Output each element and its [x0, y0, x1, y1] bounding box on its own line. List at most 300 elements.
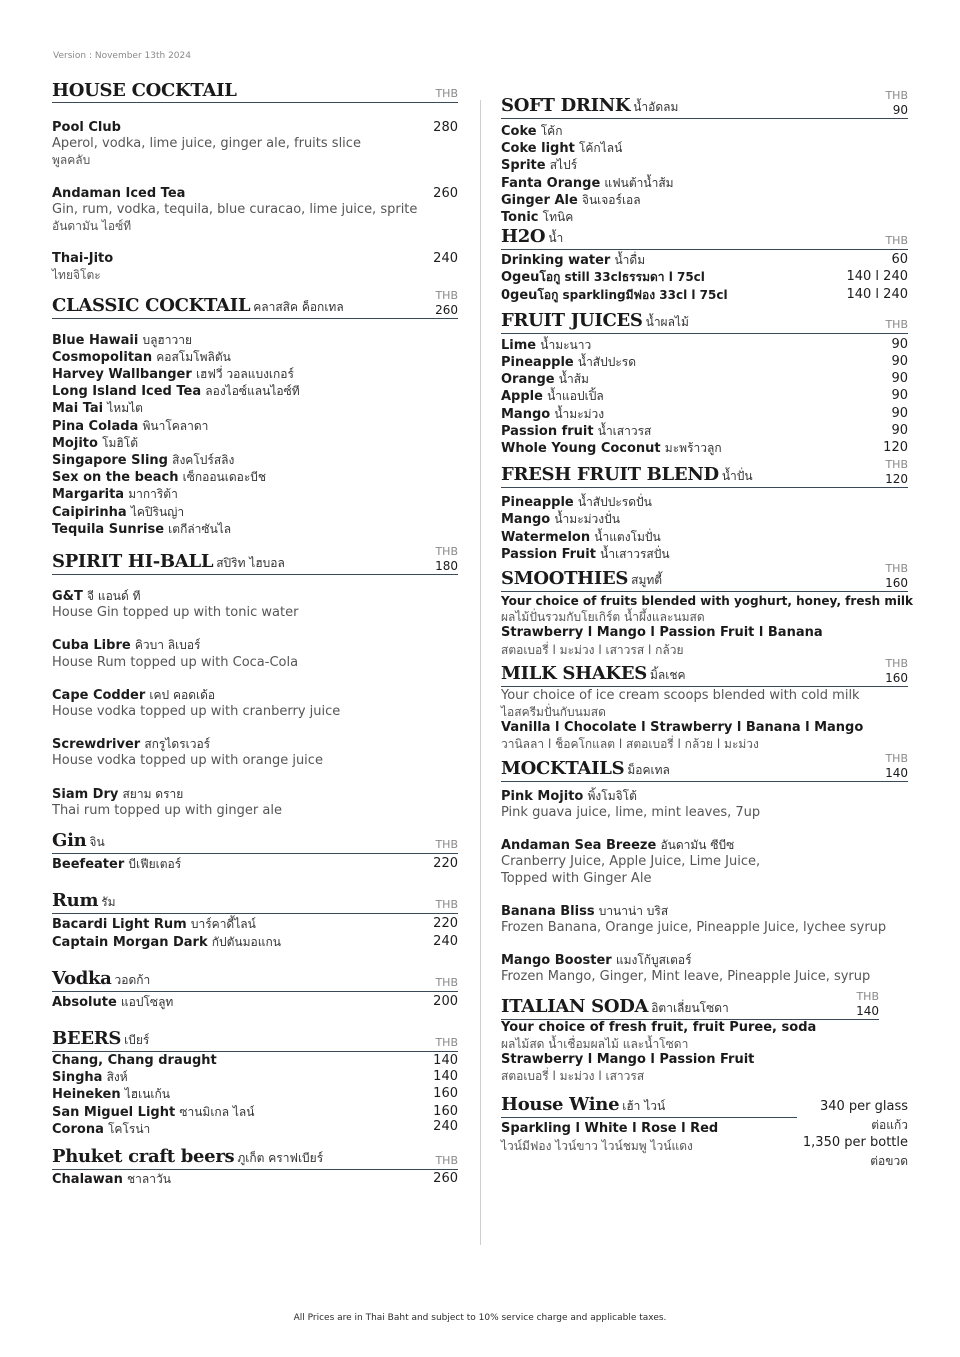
fruit-juices-section	[501, 309, 908, 457]
currency-label: THB	[435, 288, 458, 302]
item-name: Whole Young Coconut	[501, 441, 661, 457]
menu-item	[501, 123, 908, 140]
menu-item	[501, 192, 908, 209]
item-thai-name: ชาลาวัน	[126, 1171, 171, 1186]
item-thai-name: สไปร์	[549, 158, 578, 173]
section-description-thai: ไอสครีมปั่นกับนมสด	[501, 705, 606, 720]
beers-section	[52, 1027, 458, 1138]
menu-item	[501, 440, 908, 457]
section-title-thai: เบียร์	[124, 1032, 150, 1047]
menu-item	[52, 186, 458, 202]
price-per-glass: 340 per glass	[819, 1099, 908, 1115]
item-detail: โอกู sparklingมีฟอง 33cl l 75cl	[537, 287, 728, 302]
item-thai-name: มะพร้าวลูก	[664, 441, 722, 456]
currency-label: THB	[885, 234, 908, 248]
item-thai-name: แมงโก้บูสเตอร์	[615, 953, 692, 968]
item-name: Pool Club	[52, 120, 121, 135]
menu-item	[52, 469, 458, 486]
section-title: FRUIT JUICES	[501, 309, 643, 331]
currency-label: THB	[435, 898, 458, 912]
section-price: 260	[435, 302, 458, 317]
section-title-thai: ม็อคเทล	[627, 762, 670, 777]
item-name: G&T	[52, 589, 83, 605]
section-description: Your choice of ice cream scoops blended with cold milk	[501, 687, 860, 703]
section-header	[501, 656, 908, 687]
item-thai-name: โคโรน่า	[107, 1121, 151, 1136]
section-price: 160	[885, 576, 908, 591]
menu-item	[501, 511, 908, 528]
menu-item	[501, 337, 908, 354]
menu-item	[501, 423, 908, 440]
currency-label: THB	[435, 838, 458, 852]
section-title-thai: น้ำอัดลม	[633, 100, 679, 114]
h2o-section	[501, 226, 908, 304]
menu-item	[52, 486, 458, 503]
item-price: 140 l 240	[846, 286, 908, 302]
item-name: Singha	[52, 1070, 103, 1086]
section-price: 180	[435, 559, 458, 574]
item-thai-name: พิ้งโมจิโต้	[587, 788, 637, 803]
item-thai-name: บานาน่า บริส	[598, 903, 669, 918]
item-name: Corona	[52, 1121, 104, 1137]
item-name: Mango Booster	[501, 953, 612, 969]
soft-drink-section	[501, 82, 908, 226]
menu-item	[501, 252, 908, 269]
item-description: Gin, rum, vodka, tequila, blue curacao, lime juice, sprite	[52, 201, 418, 217]
menu-item	[52, 916, 458, 933]
item-thai-name: ไคปิรินญ่า	[130, 504, 185, 519]
item-price: 200	[433, 993, 458, 1009]
item-description: House vodka topped up with cranberry juice	[52, 704, 341, 720]
menu-item	[52, 1118, 458, 1138]
item-name: Pineapple	[501, 355, 574, 371]
section-title-thai: น้ำปั่น	[721, 469, 753, 484]
menu-item	[501, 903, 908, 920]
menu-item	[52, 786, 458, 803]
menu-item	[52, 588, 458, 605]
item-thai-name: บีเฟียเตอร์	[128, 857, 182, 872]
item-description: Thai rum topped up with ginger ale	[52, 802, 282, 818]
item-thai-name: คอสโมโพลิตัน	[156, 349, 231, 364]
item-thai-name: พูลคลับ	[52, 153, 91, 168]
menu-item	[52, 1086, 458, 1103]
section-title: HOUSE COCKTAIL	[52, 80, 237, 101]
section-description-thai: ผลไม้ปั่นรวมกับโยเกิร์ต น้ำผึ้งและนมสด	[501, 610, 705, 625]
section-header	[501, 751, 908, 782]
menu-item	[501, 175, 908, 192]
item-thai-name: ลองไอซ์แลนไอซ์ที	[205, 384, 300, 399]
item-price: 90	[891, 371, 908, 387]
section-header	[501, 1094, 797, 1118]
menu-item	[501, 837, 908, 854]
currency-label: THB	[435, 87, 458, 100]
menu-item	[52, 934, 458, 951]
item-price: 120	[883, 440, 908, 456]
menu-item	[52, 1053, 458, 1069]
item-name: Mai Tai	[52, 401, 104, 417]
item-name: Tonic	[501, 210, 539, 226]
menu-item	[52, 856, 458, 873]
item-thai-name: สิงห์	[106, 1070, 128, 1085]
item-thai-name: น้ำแตงโมปั่น	[594, 529, 661, 544]
section-title: Phuket craft beers	[52, 1145, 235, 1167]
section-options-thai: สตอเบอรี่ l มะม่วง l เสาวรส l กล้วย	[501, 642, 684, 657]
item-name: Coke	[501, 124, 537, 139]
item-price: 160	[433, 1103, 458, 1119]
section-title: SMOOTHIES	[501, 568, 629, 590]
section-options-thai: สตอเบอรี่ l มะม่วง l เสาวรส	[501, 1069, 645, 1084]
section-options-thai: ไวน์มีฟอง ไวน์ขาว ไวน์ชมพู ไวน์แดง	[501, 1138, 693, 1153]
item-price: 240	[433, 251, 458, 267]
item-price: 60	[891, 252, 908, 268]
item-name: Ogeu	[501, 270, 540, 286]
fresh-fruit-blend-section	[501, 458, 908, 563]
item-price: 160	[433, 1086, 458, 1102]
menu-item	[52, 521, 458, 538]
item-price: 90	[891, 405, 908, 421]
price-per-bottle-thai: ต่อขวด	[870, 1154, 908, 1169]
item-thai-name: น้ำส้ม	[558, 372, 589, 387]
section-title: House Wine	[501, 1094, 620, 1116]
house-cocktail-section	[52, 82, 458, 284]
section-price: 120	[885, 472, 908, 487]
section-header	[52, 288, 458, 319]
item-name: Cosmopolitan	[52, 349, 153, 365]
item-description: Cranberry Juice, Apple Juice, Lime Juice,	[501, 854, 761, 870]
currency-label: THB	[435, 1153, 458, 1167]
item-description: Pink guava juice, lime, mint leaves, 7up	[501, 804, 761, 820]
item-thai-name: จี แอนด์ ที	[87, 589, 141, 604]
menu-item	[52, 736, 458, 753]
item-thai-name: มาการิต้า	[128, 487, 178, 502]
section-header	[52, 967, 458, 992]
item-name: Ginger Ale	[501, 192, 578, 208]
section-title: CLASSIC COCKTAIL	[52, 294, 251, 316]
classic-cocktail-section	[52, 288, 458, 538]
menu-version: Version : November 13th 2024	[53, 51, 191, 61]
item-name: Orange	[501, 372, 555, 388]
item-thai-name: น้ำสัปปะรดปั่น	[577, 495, 652, 510]
section-options: Strawberry l Mango l Passion Fruit l Banana	[501, 625, 823, 641]
section-title: Rum	[52, 890, 99, 912]
item-name: Passion fruit	[501, 423, 594, 439]
gin-section	[52, 830, 458, 873]
item-name: Chang, Chang draught	[52, 1052, 217, 1068]
item-thai-name: แอปโซลูท	[120, 994, 174, 1009]
section-title-thai: จิน	[89, 835, 105, 850]
item-thai-name: ไหมไต	[107, 401, 143, 416]
item-thai-name: โค้กไลน์	[578, 141, 623, 156]
item-price: 240	[433, 1118, 458, 1134]
section-header	[501, 82, 908, 119]
item-name: Margarita	[52, 487, 125, 503]
item-thai-name: สกรูไดรเวอร์	[144, 737, 211, 752]
section-header	[52, 1027, 458, 1052]
footer-note: All Prices are in Thai Baht and subject to 10% service charge and applicable taxes.	[293, 1313, 667, 1323]
item-name: Captain Morgan Dark	[52, 934, 208, 950]
item-thai-name: ซานมิเกล ไลน์	[179, 1104, 255, 1119]
item-thai-name: น้ำแอปเปิ้ล	[547, 389, 604, 404]
wine-prices	[803, 1098, 908, 1170]
section-title: Gin	[52, 830, 87, 852]
section-title: FRESH FRUIT BLEND	[501, 464, 719, 486]
section-price: 140	[856, 1003, 879, 1018]
item-name: Apple	[501, 389, 543, 405]
rum-section	[52, 890, 458, 950]
menu-item	[52, 504, 458, 521]
item-price: 90	[891, 422, 908, 438]
item-thai-name: น้ำมะม่วงปั่น	[554, 512, 620, 527]
item-description: Frozen Mango, Ginger, Mint leave, Pineapple Juice, syrup	[501, 969, 871, 985]
menu-item	[52, 418, 458, 435]
section-title: H2O	[501, 226, 546, 248]
item-name: Pineapple	[501, 495, 574, 511]
menu-item	[501, 269, 908, 286]
item-thai-name: น้ำมะนาว	[540, 337, 592, 352]
item-price: 90	[891, 388, 908, 404]
section-title: MOCKTAILS	[501, 757, 625, 779]
price-per-bottle: 1,350 per bottle	[802, 1135, 908, 1151]
item-name: Cuba Libre	[52, 638, 131, 654]
item-price: 90	[891, 354, 908, 370]
item-thai-name: น้ำดื่ม	[614, 253, 646, 268]
spirit-hiball-section	[52, 545, 458, 819]
section-title-thai: น้ำผลไม้	[645, 314, 689, 329]
menu-item	[501, 157, 908, 174]
item-name: Blue Hawaii	[52, 332, 139, 348]
item-thai-name: บาร์คาดี้ไลน์	[190, 917, 256, 932]
item-description: House Rum topped up with Coca-Cola	[52, 654, 299, 670]
currency-label: THB	[435, 545, 458, 559]
section-header	[52, 830, 458, 854]
right-column	[501, 82, 914, 1169]
section-title: SOFT DRINK	[501, 95, 631, 116]
section-options-thai: วานิลลา l ช็อคโกแลต l สตอเบอรี่ l กล้วย l มะม่วง	[501, 737, 759, 752]
item-thai-name: โมฮิโต้	[102, 435, 138, 450]
item-price: 240	[433, 933, 458, 949]
section-header	[501, 991, 879, 1020]
section-header	[52, 890, 458, 914]
item-description: House Gin topped up with tonic water	[52, 605, 299, 621]
menu-item	[52, 366, 458, 383]
menu-item	[52, 452, 458, 469]
menu-item	[52, 400, 458, 417]
item-thai-name: ไทยจิโตะ	[52, 268, 101, 283]
section-title-thai: วอดก้า	[114, 972, 151, 987]
item-name: Lime	[501, 337, 537, 353]
section-title: MILK SHAKES	[501, 662, 647, 684]
item-name: Passion Fruit	[501, 546, 596, 562]
item-name: Beefeater	[52, 857, 125, 873]
item-name: Singapore Sling	[52, 453, 168, 469]
section-options: Vanilla l Chocolate l Strawberry l Banana l Mango	[501, 720, 864, 736]
item-thai-name: เฮฟวี่ วอลแบงเกอร์	[195, 367, 294, 382]
item-thai-name: น้ำมะม่วง	[554, 406, 605, 421]
section-header	[52, 1145, 458, 1170]
item-thai-name: น้ำสัปปะรด	[577, 355, 637, 370]
item-description: Topped with Ginger Ale	[501, 870, 652, 886]
item-name: Mango	[501, 512, 551, 528]
section-header	[501, 226, 908, 250]
item-thai-name: แฟนต้าน้ำส้ม	[604, 175, 674, 190]
item-name: Drinking water	[501, 253, 611, 269]
item-price: 260	[433, 185, 458, 201]
currency-label: THB	[856, 989, 879, 1003]
item-price: 260	[433, 1170, 458, 1186]
item-price: 220	[433, 916, 458, 932]
currency-label: THB	[885, 89, 908, 102]
item-description: Frozen Banana, Orange juice, Pineapple Juice, lychee syrup	[501, 919, 887, 935]
item-thai-name: ไฮเนเก้น	[124, 1087, 170, 1102]
mocktails-section	[501, 751, 908, 986]
item-name: Screwdriver	[52, 737, 141, 753]
item-name: Coke light	[501, 141, 575, 157]
currency-label: THB	[885, 656, 908, 670]
currency-label: THB	[435, 1035, 458, 1049]
section-header	[52, 545, 458, 575]
currency-label: THB	[885, 317, 908, 331]
currency-label: THB	[885, 751, 908, 765]
section-price: 140	[885, 765, 908, 780]
item-price: 90	[891, 336, 908, 352]
price-per-glass-thai: ต่อแก้ว	[871, 1118, 908, 1133]
vodka-section	[52, 967, 458, 1011]
menu-item	[52, 435, 458, 452]
menu-item	[501, 140, 908, 157]
italian-soda-section	[501, 991, 908, 1085]
item-name: 0geu	[501, 287, 538, 303]
menu-item	[52, 687, 458, 704]
item-name: Siam Dry	[52, 786, 119, 802]
section-header	[501, 458, 908, 488]
section-title-thai: สมูทตี้	[631, 573, 663, 588]
menu-item	[501, 529, 908, 546]
item-name: Cape Codder	[52, 687, 146, 703]
item-thai-name: กัปตันมอแกน	[211, 934, 281, 949]
section-title-thai: คลาสสิค ค็อกเทล	[253, 299, 344, 314]
menu-item	[52, 1069, 458, 1086]
section-description-thai: ผลไม้สด น้ำเชื่อมผลไม้ และน้ำโซดา	[501, 1036, 689, 1051]
item-thai-name: บลูฮาวาย	[142, 332, 192, 347]
menu-item	[501, 406, 908, 423]
section-title-thai: ภูเก็ต คราฟเบียร์	[237, 1150, 324, 1165]
menu-item	[52, 383, 458, 400]
item-price: 140	[433, 1069, 458, 1085]
menu-item	[52, 1171, 458, 1188]
item-name: Chalawan	[52, 1171, 123, 1187]
menu-item	[52, 349, 458, 366]
item-thai-name: เตกีล่าซันไล	[168, 521, 232, 536]
section-title-thai: เฮ้า ไวน์	[622, 1099, 666, 1114]
item-price: 140	[433, 1052, 458, 1068]
item-name: Heineken	[52, 1087, 121, 1103]
section-title: ITALIAN SODA	[501, 995, 649, 1017]
item-thai-name: เคป คอดเด้อ	[149, 687, 216, 702]
menu-item	[501, 287, 908, 304]
section-title: SPIRIT HI-BALL	[52, 551, 214, 573]
item-thai-name: สยาม ดราย	[122, 786, 184, 801]
item-name: Sex on the beach	[52, 470, 179, 486]
item-thai-name: พินาโคลาดา	[142, 418, 209, 433]
item-price: 140 l 240	[846, 269, 908, 285]
section-title: Vodka	[52, 967, 112, 989]
menu-item	[501, 388, 908, 405]
menu-item	[501, 788, 908, 805]
item-name: Bacardi Light Rum	[52, 917, 187, 933]
item-name: San Miguel Light	[52, 1104, 176, 1120]
item-name: Andaman Iced Tea	[52, 185, 186, 201]
item-name: Absolute	[52, 994, 117, 1010]
section-price: 160	[885, 670, 908, 685]
section-title-thai: มิ้ลเชค	[649, 667, 686, 682]
item-name: Caipirinha	[52, 504, 127, 520]
column-divider	[480, 100, 481, 1245]
item-name: Andaman Sea Breeze	[501, 838, 657, 854]
menu-item	[52, 120, 458, 136]
item-thai-name: น้ำเสาวรส	[597, 423, 652, 438]
item-name: Fanta Orange	[501, 175, 601, 191]
item-name: Sprite	[501, 158, 546, 174]
menu-item	[501, 952, 908, 969]
section-description: Your choice of fruits blended with yoghurt, honey, fresh milk	[501, 594, 914, 609]
item-thai-name: โทนิค	[542, 210, 574, 225]
section-description: Your choice of fresh fruit, fruit Puree, soda	[501, 1019, 817, 1035]
section-title: BEERS	[52, 1027, 122, 1049]
item-thai-name: อันดามัน ไอซ์ที	[52, 219, 132, 234]
menu-item	[501, 354, 908, 371]
section-title-thai: รัม	[101, 895, 116, 910]
milk-shakes-section	[501, 656, 908, 753]
currency-label: THB	[435, 975, 458, 989]
item-thai-name: น้ำเสาวรสปั่น	[600, 546, 670, 561]
item-thai-name: โค้ก	[540, 124, 563, 138]
currency-label: THB	[885, 458, 908, 472]
menu-item	[501, 371, 908, 388]
item-name: Long Island Iced Tea	[52, 384, 202, 400]
item-thai-name: อันดามัน ซีบีซ	[660, 838, 735, 853]
item-name: Mojito	[52, 435, 98, 451]
item-thai-name: จินเจอร์เอล	[581, 192, 641, 207]
menu-item	[52, 637, 458, 654]
item-description: House vodka topped up with orange juice	[52, 753, 323, 769]
craft-beers-section	[52, 1145, 458, 1188]
item-name: Thai-Jito	[52, 251, 114, 267]
menu-item	[52, 332, 458, 349]
section-title-thai: น้ำ	[548, 231, 564, 246]
section-title-thai: สปิริท ไฮบอล	[216, 556, 285, 571]
item-name: Banana Bliss	[501, 903, 595, 919]
item-price: 280	[433, 120, 458, 135]
currency-label: THB	[885, 562, 908, 576]
item-name: Watermelon	[501, 529, 591, 545]
item-name: Harvey Wallbanger	[52, 367, 192, 383]
section-price: 90	[892, 103, 908, 117]
menu-item	[501, 494, 908, 511]
section-options: Sparkling l White l Rose l Red	[501, 1121, 719, 1137]
item-thai-name: สิงคโปร์สลิง	[172, 453, 235, 468]
section-title-thai: อิตาเลี่ยนโซดา	[651, 1000, 729, 1015]
item-thai-name: เซ็กออนเดอะบีช	[182, 470, 267, 485]
item-name: Pink Mojito	[501, 788, 584, 804]
item-name: Pina Colada	[52, 418, 139, 434]
item-name: Mango	[501, 406, 551, 422]
item-name: Tequila Sunrise	[52, 521, 165, 537]
menu-item	[52, 251, 458, 267]
menu-item	[501, 209, 908, 226]
item-detail: โอกู still 33clธรรมดา l 75cl	[539, 270, 705, 285]
item-price: 220	[433, 856, 458, 872]
item-description: Aperol, vodka, lime juice, ginger ale, fruits slice	[52, 136, 361, 152]
